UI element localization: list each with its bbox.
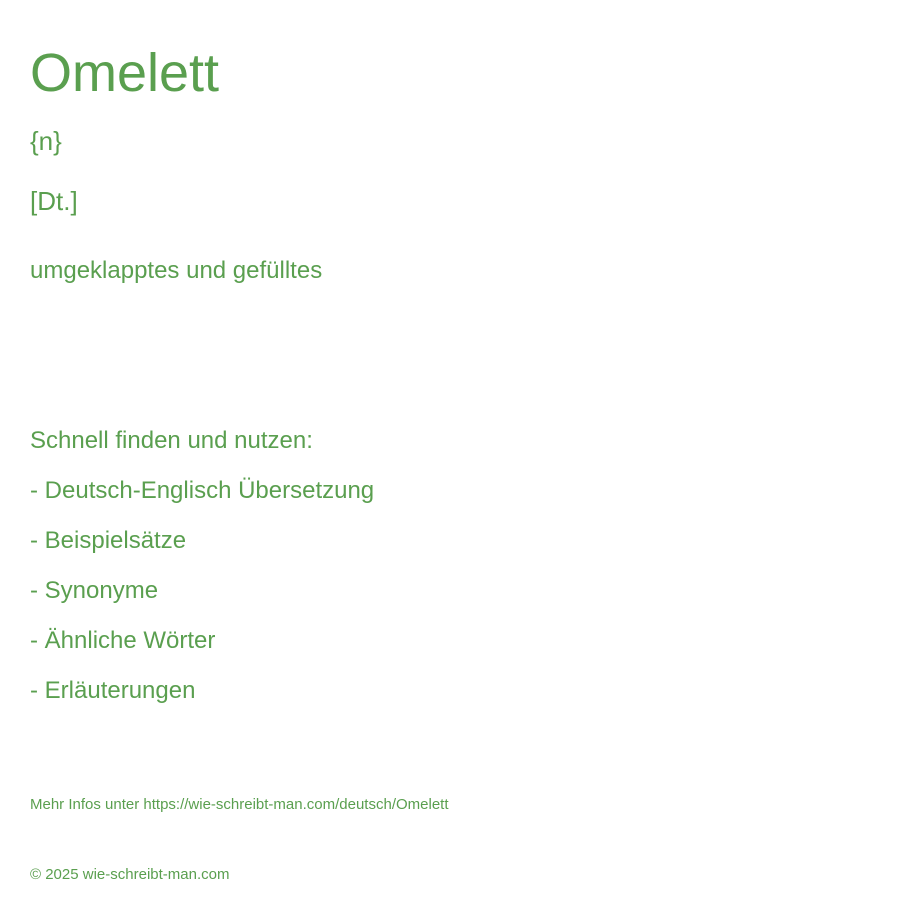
feature-item-synonyms: - Synonyme xyxy=(30,577,159,604)
feature-item-similar-words: - Ähnliche Wörter xyxy=(30,627,216,654)
features-heading: Schnell finden und nutzen: xyxy=(30,427,313,454)
feature-item-translation: - Deutsch-Englisch Übersetzung xyxy=(30,477,375,504)
feature-item-explanations: - Erläuterungen xyxy=(30,677,196,704)
feature-item-example-sentences: - Beispielsätze xyxy=(30,527,187,554)
origin-label: [Dt.] xyxy=(30,186,78,216)
more-info-text: Mehr Infos unter https://wie-schreibt-man.com/deutsch/Omelett xyxy=(30,796,449,813)
features-list xyxy=(30,479,374,729)
gender-label: {n} xyxy=(30,126,62,156)
copyright-text: © 2025 wie-schreibt-man.com xyxy=(30,866,230,883)
page-title: Omelett xyxy=(30,43,220,103)
definition-text: umgeklapptes und gefülltes xyxy=(30,257,323,284)
